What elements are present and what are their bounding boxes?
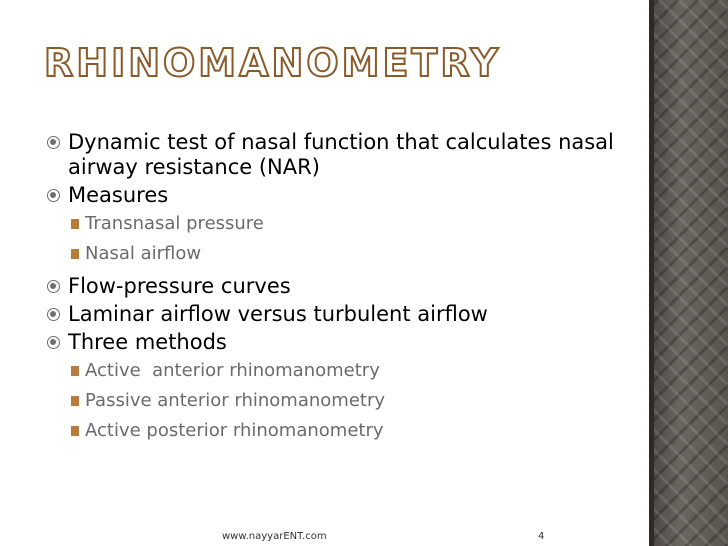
bullet-list xyxy=(44,130,644,451)
decorative-side-strip xyxy=(649,0,728,546)
circle-bullet-icon xyxy=(47,336,60,349)
circle-bullet-icon xyxy=(47,280,60,293)
footer-url: www.nayyarENT.com xyxy=(222,531,327,542)
circle-bullet-icon xyxy=(47,136,60,149)
bullet-item xyxy=(44,183,644,208)
square-bullet-icon xyxy=(71,426,79,436)
square-bullet-icon xyxy=(71,219,79,229)
sub-bullet-item xyxy=(44,421,644,441)
sub-bullet-text: Active posterior rhinomanometry xyxy=(85,420,384,441)
bullet-item xyxy=(44,330,644,355)
circle-bullet-icon xyxy=(47,308,60,321)
sub-bullet-text: Active anterior rhinomanometry xyxy=(85,360,380,381)
square-bullet-icon xyxy=(71,366,79,376)
square-bullet-icon xyxy=(71,249,79,259)
sub-bullet-item xyxy=(44,244,644,264)
sub-bullet-text: Transnasal pressure xyxy=(85,213,264,234)
bullet-text: Three methods xyxy=(68,330,227,354)
bullet-text: Laminar airflow versus turbulent airflow xyxy=(68,302,488,326)
square-bullet-icon xyxy=(71,396,79,406)
bullet-item xyxy=(44,274,644,299)
page-number: 4 xyxy=(538,531,545,542)
bullet-text: Measures xyxy=(68,183,169,207)
sub-bullet-item xyxy=(44,391,644,411)
bullet-item xyxy=(44,302,644,327)
bullet-item xyxy=(44,130,644,180)
sub-bullet-item xyxy=(44,214,644,234)
bullet-text: Dynamic test of nasal function that calculates nasal airway resistance (NAR) xyxy=(68,130,614,179)
sub-bullet-text: Passive anterior rhinomanometry xyxy=(85,390,386,411)
bullet-text: Flow-pressure curves xyxy=(68,274,291,298)
sub-bullet-text: Nasal airflow xyxy=(85,243,202,264)
circle-bullet-icon xyxy=(47,189,60,202)
slide-title: RHINOMANOMETRY xyxy=(44,41,502,85)
sub-bullet-item xyxy=(44,361,644,381)
